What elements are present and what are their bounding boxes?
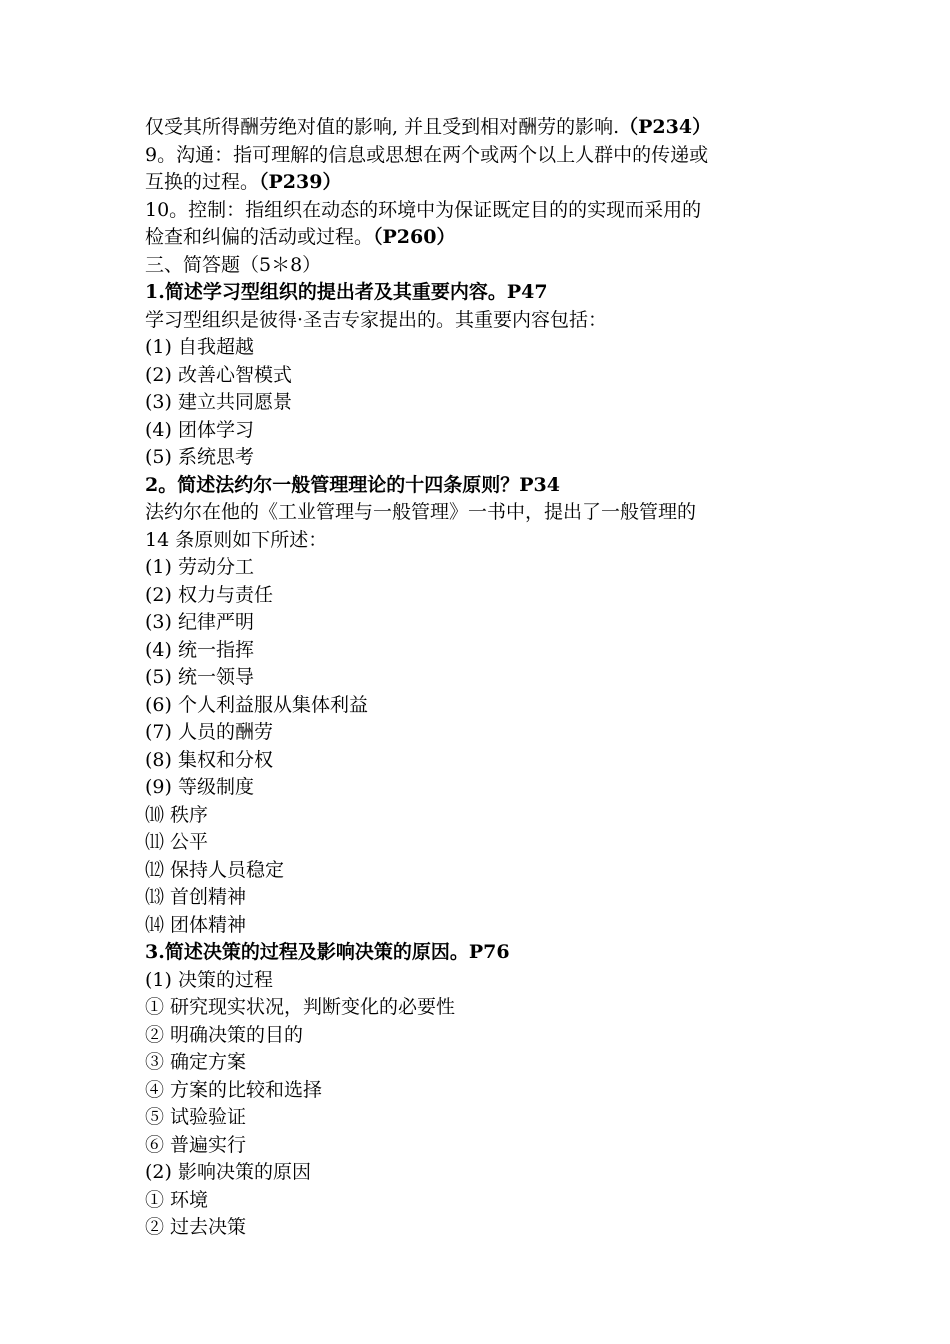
page-reference: （P239） <box>259 171 342 193</box>
list-item: ⑥ 普遍实行 <box>145 1133 247 1156</box>
text: 互换的过程。 <box>145 171 260 193</box>
question-3-list <box>145 967 815 1242</box>
question-1-intro: 学习型组织是彼得·圣吉专家提出的。其重要内容包括： <box>145 308 608 331</box>
list-item: ⑤ 试验验证 <box>145 1106 247 1128</box>
list-item: ⑽ 秩序 <box>145 803 209 826</box>
list-item: (8) 集权和分权 <box>145 748 273 771</box>
definition-10-line1: 10。控制：指组织在动态的环境中为保证既定目的的实现而采用的 <box>145 198 702 221</box>
list-item: ③ 确定方案 <box>145 1051 247 1073</box>
list-item: (2) 改善心智模式 <box>145 363 292 386</box>
question-number: 2 <box>145 473 159 496</box>
list-item: (2) 影响决策的原因 <box>145 1161 311 1183</box>
section-heading: 三、简答题（5＊8） <box>145 253 322 276</box>
list-item: (1) 劳动分工 <box>145 556 254 578</box>
list-item: ① 研究现实状况，判断变化的必要性 <box>145 996 456 1018</box>
list-item: (5) 系统思考 <box>145 446 254 468</box>
definition-9-line1: 9。沟通：指可理解的信息或思想在两个或两个以上人群中的传递或 <box>145 143 709 166</box>
question-3-title: 3.简述决策的过程及影响决策的原因。P76 <box>145 941 510 963</box>
list-item: (4) 团体学习 <box>145 418 254 441</box>
question-2-title <box>145 472 815 500</box>
list-item: (3) 纪律严明 <box>145 611 254 633</box>
list-item: (3) 建立共同愿景 <box>145 391 292 413</box>
question-1-title: 1.简述学习型组织的提出者及其重要内容。P47 <box>145 281 548 303</box>
page-reference: （P234） <box>619 116 712 138</box>
list-item: ⒀ 首创精神 <box>145 886 247 908</box>
paragraph-continuation <box>145 114 815 142</box>
text: 检查和纠偏的活动或过程。 <box>145 226 374 248</box>
definition-9-line2 <box>145 169 815 197</box>
definition-10-line2 <box>145 224 815 252</box>
text: 仅受其所得酬劳绝对值的影响, 并且受到相对酬劳的影响. <box>145 116 620 138</box>
list-item: (1) 自我超越 <box>145 336 254 358</box>
list-item: ⒁ 团体精神 <box>145 913 247 936</box>
list-item: (7) 人员的酬劳 <box>145 721 273 743</box>
list-item: (9) 等级制度 <box>145 776 254 798</box>
list-item: (6) 个人利益服从集体利益 <box>145 693 368 716</box>
list-item: (2) 权力与责任 <box>145 583 273 606</box>
list-item: (4) 统一指挥 <box>145 638 254 661</box>
list-item: ⑾ 公平 <box>145 831 209 853</box>
list-item: (5) 统一领导 <box>145 666 254 688</box>
question-1-list <box>145 334 815 472</box>
question-text: 。简述法约尔一般管理理论的十四条原则？P34 <box>158 473 560 496</box>
list-item: (1) 决策的过程 <box>145 968 273 991</box>
question-2-intro-line2: 14 条原则如下所述： <box>145 528 328 551</box>
list-item: ⑿ 保持人员稳定 <box>145 858 285 881</box>
question-2-intro-line1: 法约尔在他的《工业管理与一般管理》一书中，提出了一般管理的 <box>145 501 697 523</box>
list-item: ① 环境 <box>145 1188 209 1211</box>
list-item: ④ 方案的比较和选择 <box>145 1078 323 1101</box>
document-page <box>145 114 815 1242</box>
question-2-list <box>145 554 815 939</box>
list-item: ② 明确决策的目的 <box>145 1023 304 1046</box>
list-item: ② 过去决策 <box>145 1216 247 1238</box>
page-reference: （P260） <box>373 226 456 248</box>
